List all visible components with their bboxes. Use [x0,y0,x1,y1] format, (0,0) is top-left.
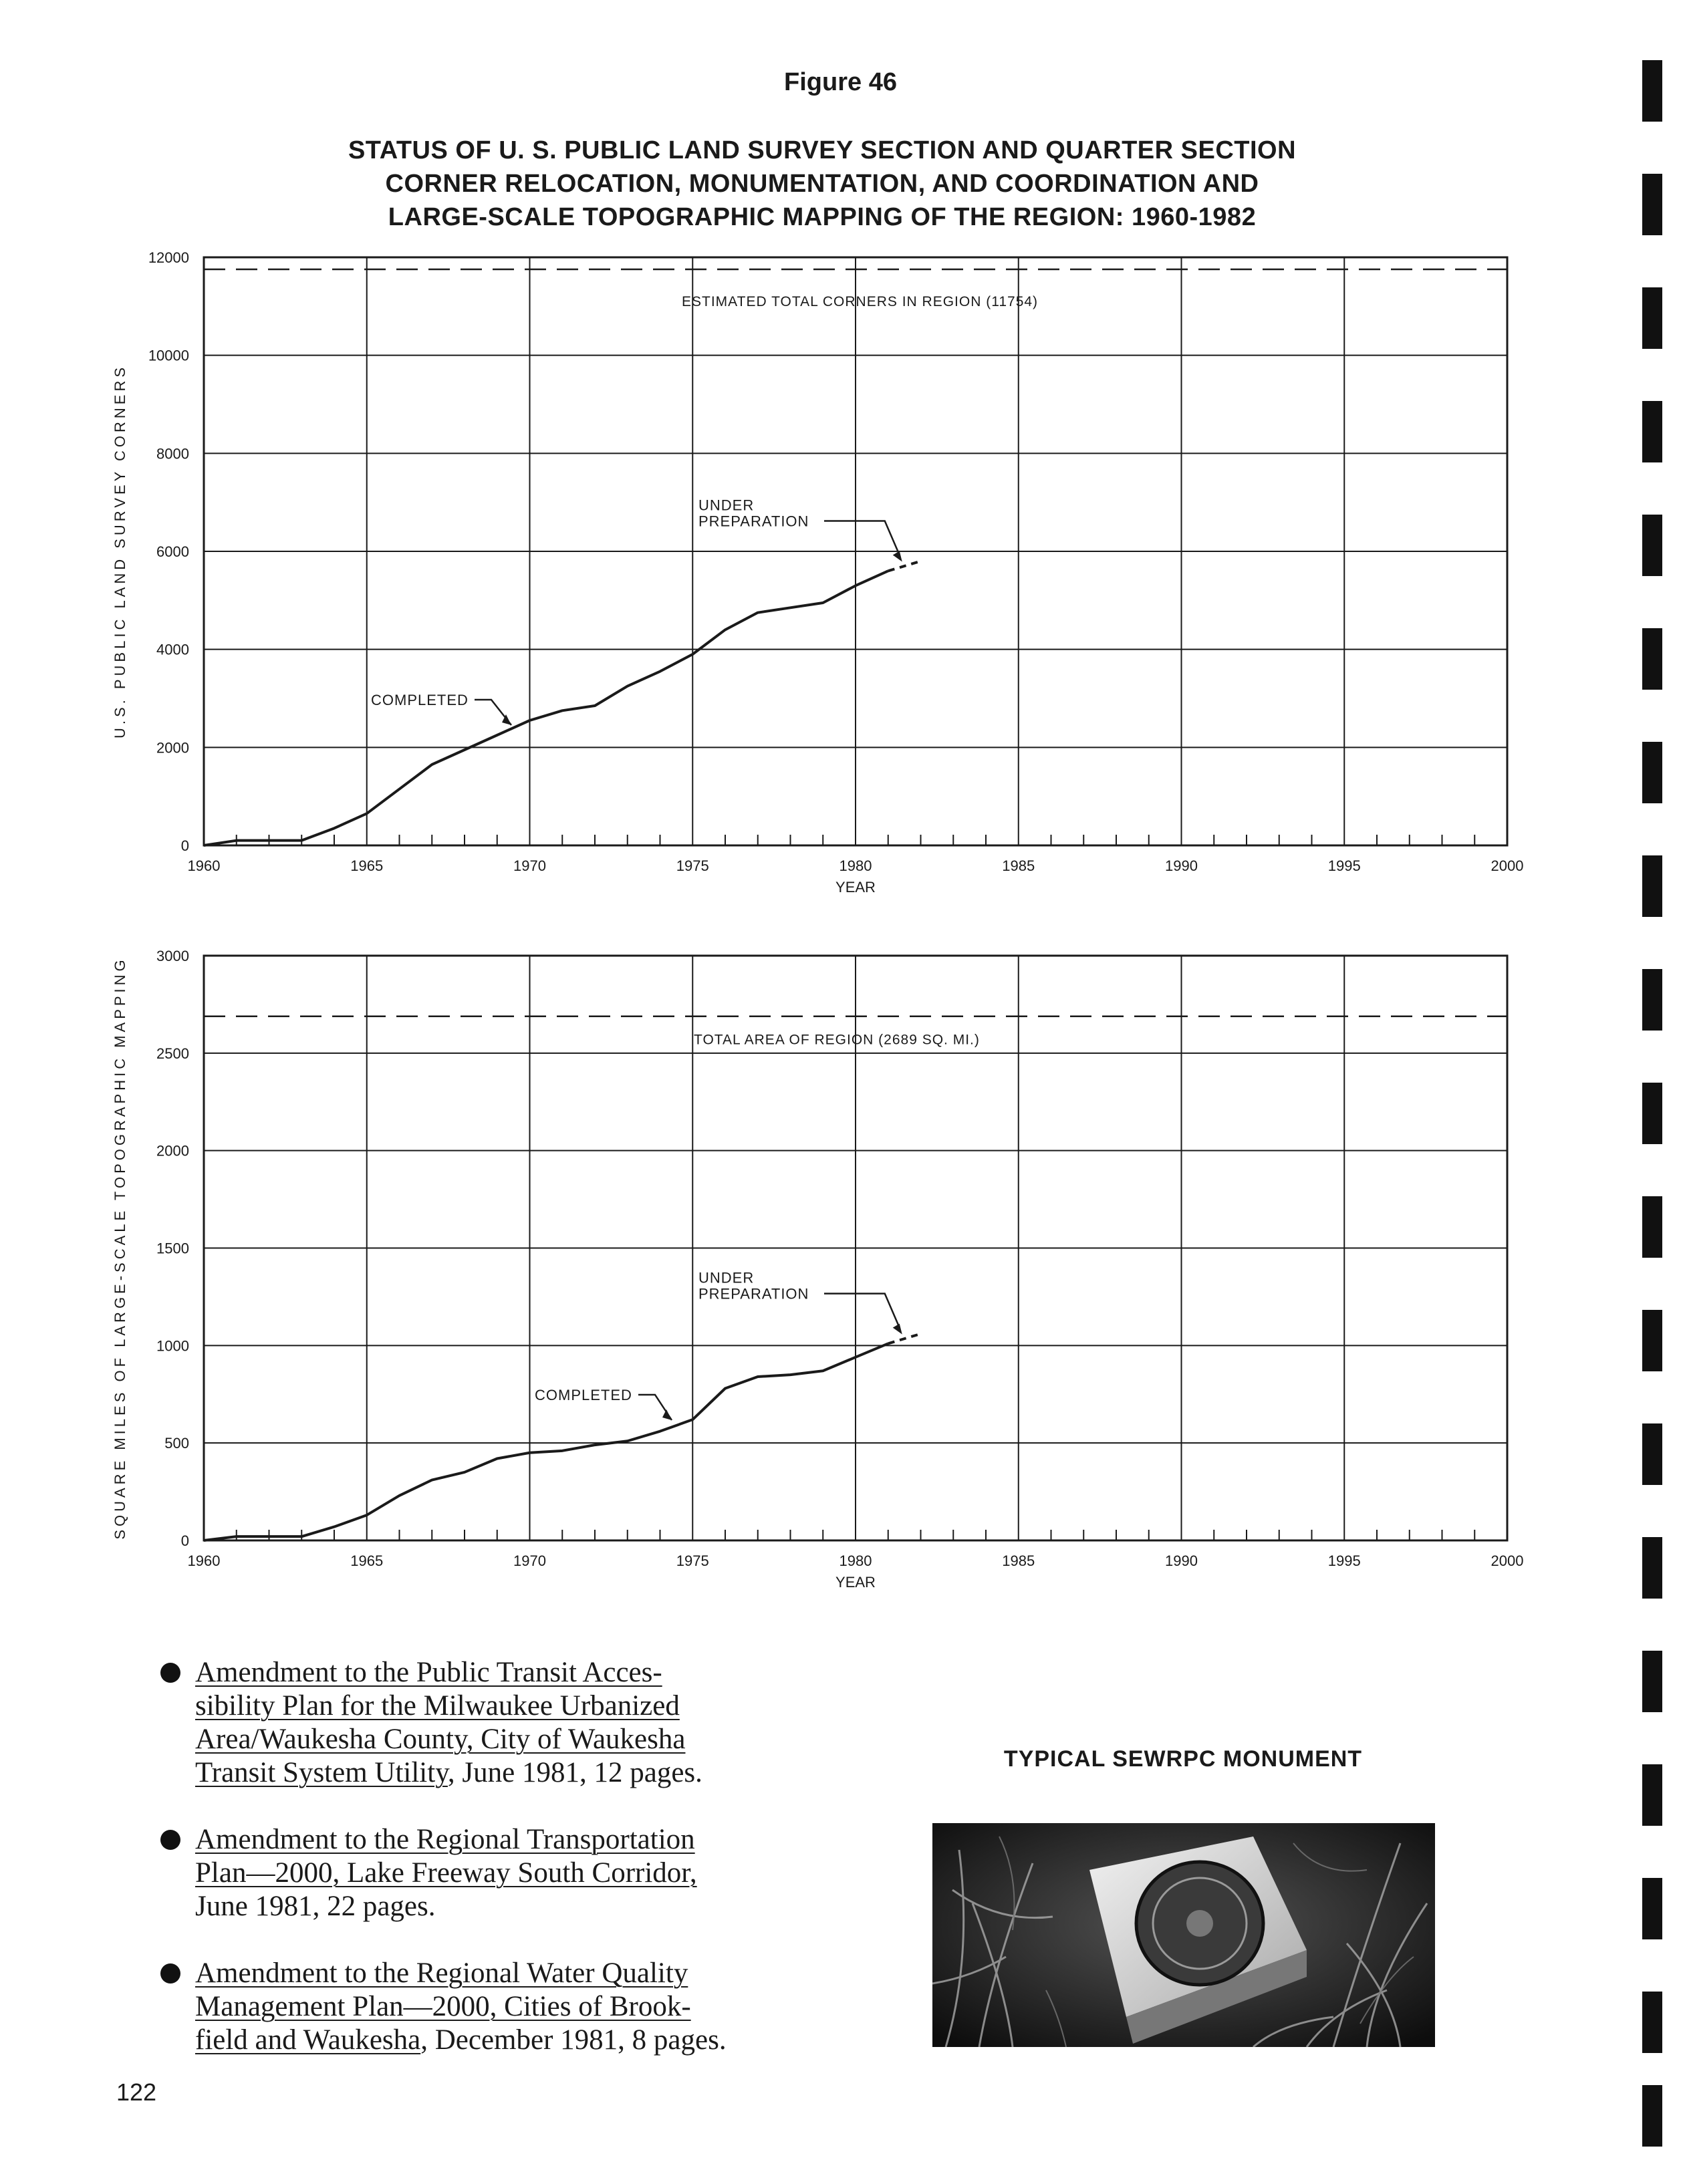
figure-label: Figure 46 [784,68,897,96]
under-preparation-label: PREPARATION [698,513,809,530]
report-title-line: Transit System Utility [195,1757,448,1788]
x-tick-label: 1965 [350,1552,384,1569]
binding-holes [1641,0,1668,2184]
figure-title-line: LARGE-SCALE TOPOGRAPHIC MAPPING OF THE REGION: 1960-1982 [388,203,1257,231]
y-tick-label: 2000 [156,1142,189,1159]
report-details: , December 1981, 8 pages. [420,2024,727,2056]
x-tick-label: 1970 [513,857,546,874]
y-tick-label: 6000 [156,543,189,560]
y-tick-label: 10000 [148,347,189,364]
report-details: June 1981, 22 pages. [195,1891,436,1922]
x-tick-label: 1965 [350,857,384,874]
y-tick-label: 0 [180,837,189,854]
reference-line-label: ESTIMATED TOTAL CORNERS IN REGION (11754) [682,294,1039,310]
y-tick-label: 8000 [156,445,189,462]
x-tick-label: 2000 [1491,857,1524,874]
monument-photo [932,1823,1435,2047]
y-axis-label: SQUARE MILES OF LARGE-SCALE TOPOGRAPHIC MAPPING [112,956,128,1540]
x-tick-label: 1960 [187,1552,221,1569]
report-title-line: Plan—2000, Lake Freeway South Corridor, [195,1857,697,1889]
y-axis-label: U.S. PUBLIC LAND SURVEY CORNERS [112,364,128,739]
y-tick-label: 2500 [156,1045,189,1062]
x-tick-label: 1970 [513,1552,546,1569]
photo-caption: TYPICAL SEWRPC MONUMENT [1003,1746,1363,1772]
x-axis-label: YEAR [835,1574,876,1591]
bullet-icon [160,1830,180,1850]
list-item [160,1656,829,1790]
y-tick-label: 2000 [156,739,189,757]
report-title-line: Area/Waukesha County, City of Waukesha [195,1724,686,1755]
under-preparation-label: UNDER [698,1269,755,1286]
figure-title-line: STATUS OF U. S. PUBLIC LAND SURVEY SECTION AND QUARTER SECTION [348,136,1297,164]
list-item [160,1823,829,1923]
report-title-line: Amendment to the Public Transit Acces- [195,1657,662,1688]
x-axis-label: YEAR [835,879,876,896]
y-tick-label: 1500 [156,1240,189,1257]
x-tick-label: 1990 [1165,1552,1198,1569]
report-title-line: field and Waukesha [195,2024,421,2056]
y-tick-label: 1000 [156,1337,189,1355]
under-preparation-pointer [824,1294,900,1328]
figure-title-line: CORNER RELOCATION, MONUMENTATION, AND COORDINATION AND [385,170,1259,198]
x-tick-label: 1990 [1165,857,1198,874]
under-preparation-label: UNDER [698,497,755,514]
report-title-line: Amendment to the Regional Water Quality [195,1957,688,1989]
report-title-line: Management Plan—2000, Cities of Brook- [195,1991,691,2022]
y-tick-label: 12000 [148,249,189,266]
report-list [160,1656,829,2090]
x-tick-label: 1975 [676,1552,709,1569]
report-title-line: Amendment to the Regional Transportation [195,1824,695,1855]
page-number: 122 [116,2078,157,2106]
x-tick-label: 1995 [1327,857,1361,874]
under-preparation-arrowhead [893,1324,902,1335]
completed-label: COMPLETED [535,1387,632,1403]
x-tick-label: 1960 [187,857,221,874]
x-tick-label: 1985 [1002,857,1035,874]
completed-arrowhead [662,1409,672,1420]
completed-line [204,1343,888,1540]
x-tick-label: 1995 [1327,1552,1361,1569]
y-tick-label: 4000 [156,641,189,658]
y-tick-label: 3000 [156,948,189,964]
report-title-line: sibility Plan for the Milwaukee Urbanized [195,1690,680,1722]
completed-label: COMPLETED [371,692,469,708]
x-tick-label: 1980 [839,857,872,874]
monument-image [932,1823,1435,2047]
x-tick-label: 1980 [839,1552,872,1569]
y-tick-label: 500 [164,1435,189,1452]
x-tick-label: 2000 [1491,1552,1524,1569]
bullet-icon [160,1963,180,1984]
x-tick-label: 1975 [676,857,709,874]
y-tick-label: 0 [180,1532,189,1549]
x-tick-label: 1985 [1002,1552,1035,1569]
reference-line-label: TOTAL AREA OF REGION (2689 SQ. MI.) [694,1032,980,1048]
list-item [160,1957,829,2057]
under-preparation-line [888,1334,921,1344]
report-details: , June 1981, 12 pages. [447,1757,702,1788]
bullet-icon [160,1663,180,1683]
under-preparation-label: PREPARATION [698,1285,809,1303]
